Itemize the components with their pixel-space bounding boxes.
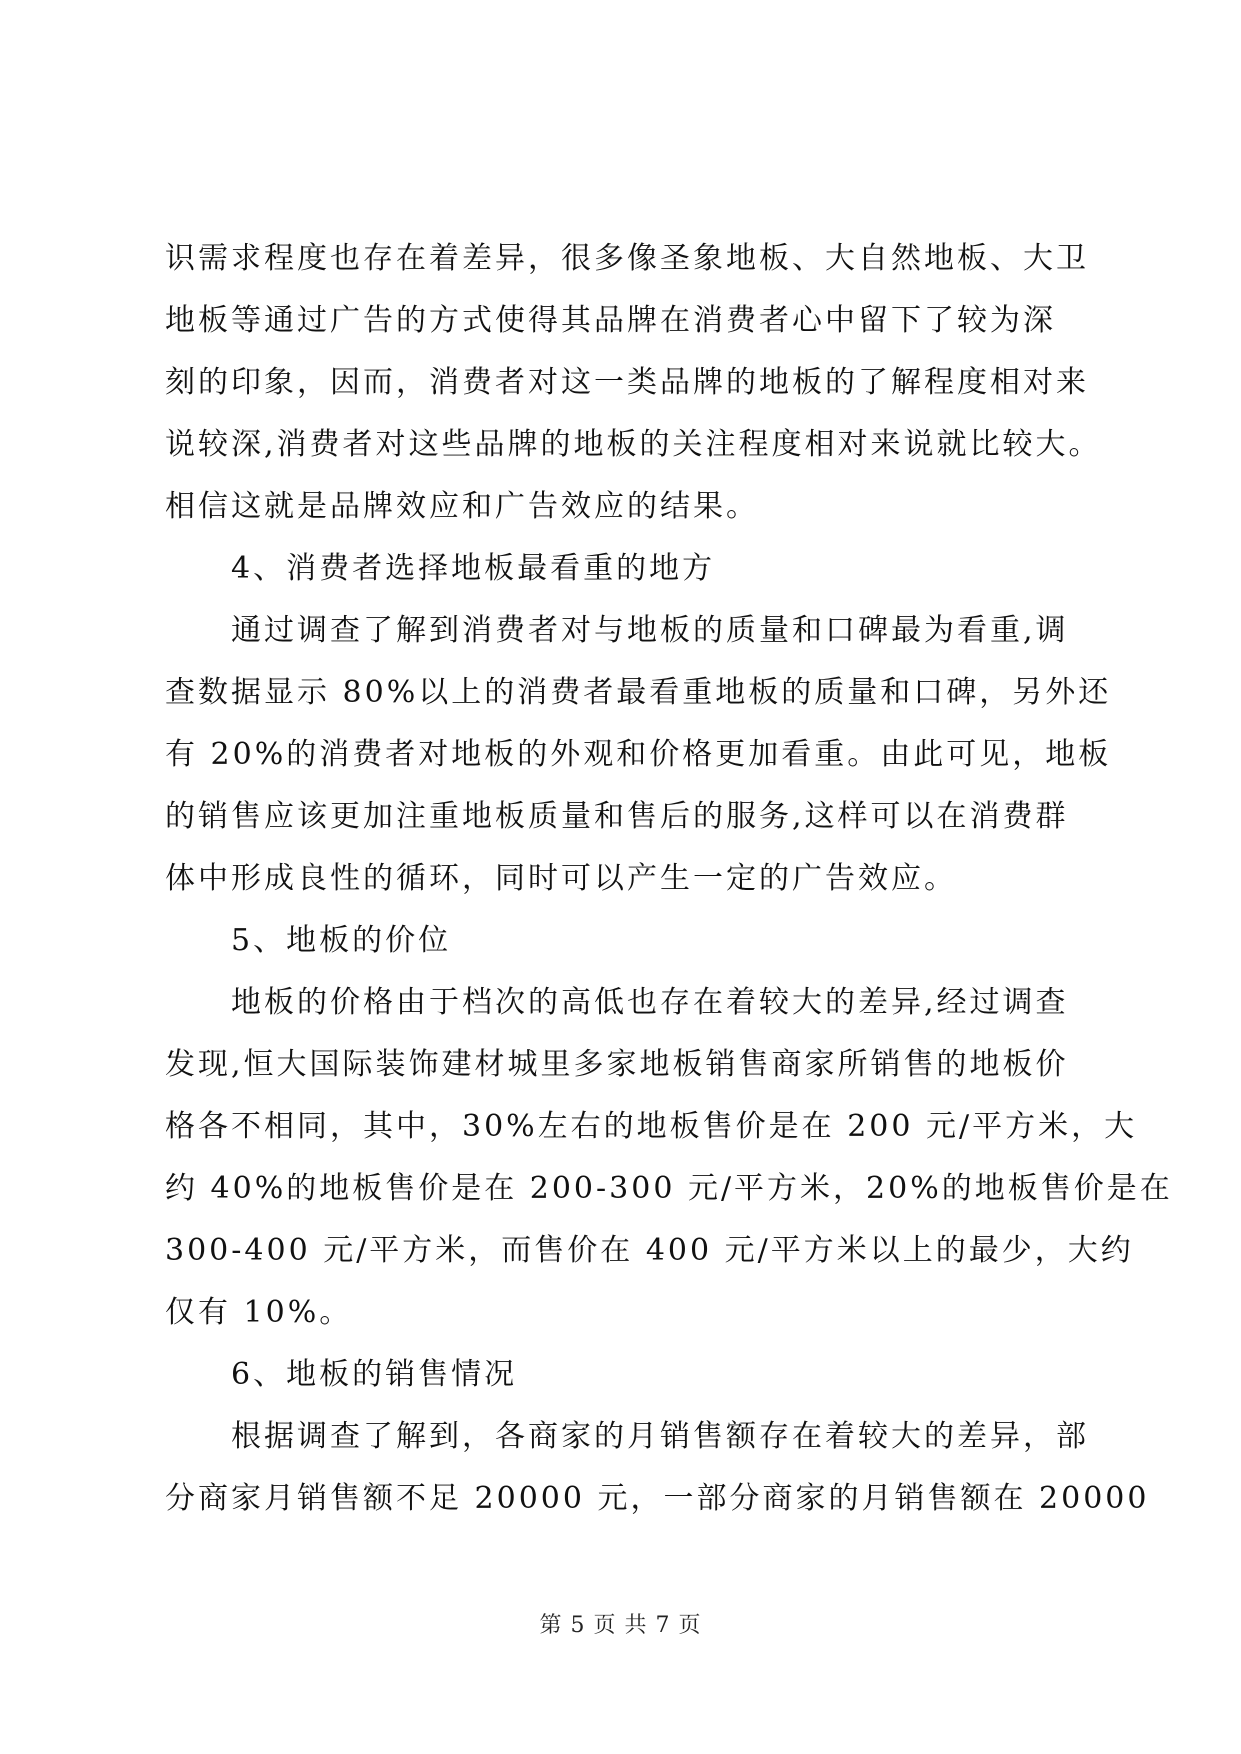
text-line: 相信这就是品牌效应和广告效应的结果。 xyxy=(165,489,759,524)
text-line: 的销售应该更加注重地板质量和售后的服务,这样可以在消费群 xyxy=(165,799,1069,834)
text-line: 发现,恒大国际装饰建材城里多家地板销售商家所销售的地板价 xyxy=(165,1047,1069,1082)
text-line: 地板的价格由于档次的高低也存在着较大的差异,经过调查 xyxy=(231,985,1069,1020)
text-line: 体中形成良性的循环，同时可以产生一定的广告效应。 xyxy=(165,861,957,896)
page-number-footer: 第 5 页 共 7 页 xyxy=(539,1613,702,1638)
text-line: 查数据显示 80%以上的消费者最看重地板的质量和口碑，另外还 xyxy=(165,675,1112,710)
text-line: 刻的印象，因而，消费者对这一类品牌的地板的了解程度相对来 xyxy=(165,365,1089,400)
section-heading: 6、地板的销售情况 xyxy=(231,1357,518,1392)
text-line: 说较深,消费者对这些品牌的地板的关注程度相对来说就比较大。 xyxy=(165,427,1102,462)
text-line: 识需求程度也存在着差异，很多像圣象地板、大自然地板、大卫 xyxy=(165,241,1089,276)
text-line: 300-400 元/平方米，而售价在 400 元/平方米以上的最少，大约 xyxy=(165,1233,1134,1268)
text-line: 格各不相同，其中，30%左右的地板售价是在 200 元/平方米，大 xyxy=(165,1109,1138,1144)
section-heading: 5、地板的价位 xyxy=(231,923,452,958)
text-line: 通过调查了解到消费者对与地板的质量和口碑最为看重,调 xyxy=(231,613,1069,648)
section-heading: 4、消费者选择地板最看重的地方 xyxy=(231,551,716,586)
text-line: 分商家月销售额不足 20000 元，一部分商家的月销售额在 20000 xyxy=(165,1481,1150,1516)
document-body xyxy=(165,228,1173,1530)
text-line: 仅有 10%。 xyxy=(165,1295,353,1330)
text-line: 根据调查了解到，各商家的月销售额存在着较大的差异，部 xyxy=(231,1419,1089,1454)
text-line: 地板等通过广告的方式使得其品牌在消费者心中留下了较为深 xyxy=(165,303,1056,338)
text-line: 有 20%的消费者对地板的外观和价格更加看重。由此可见，地板 xyxy=(165,737,1112,772)
text-line: 约 40%的地板售价是在 200-300 元/平方米，20%的地板售价是在 xyxy=(165,1171,1173,1206)
